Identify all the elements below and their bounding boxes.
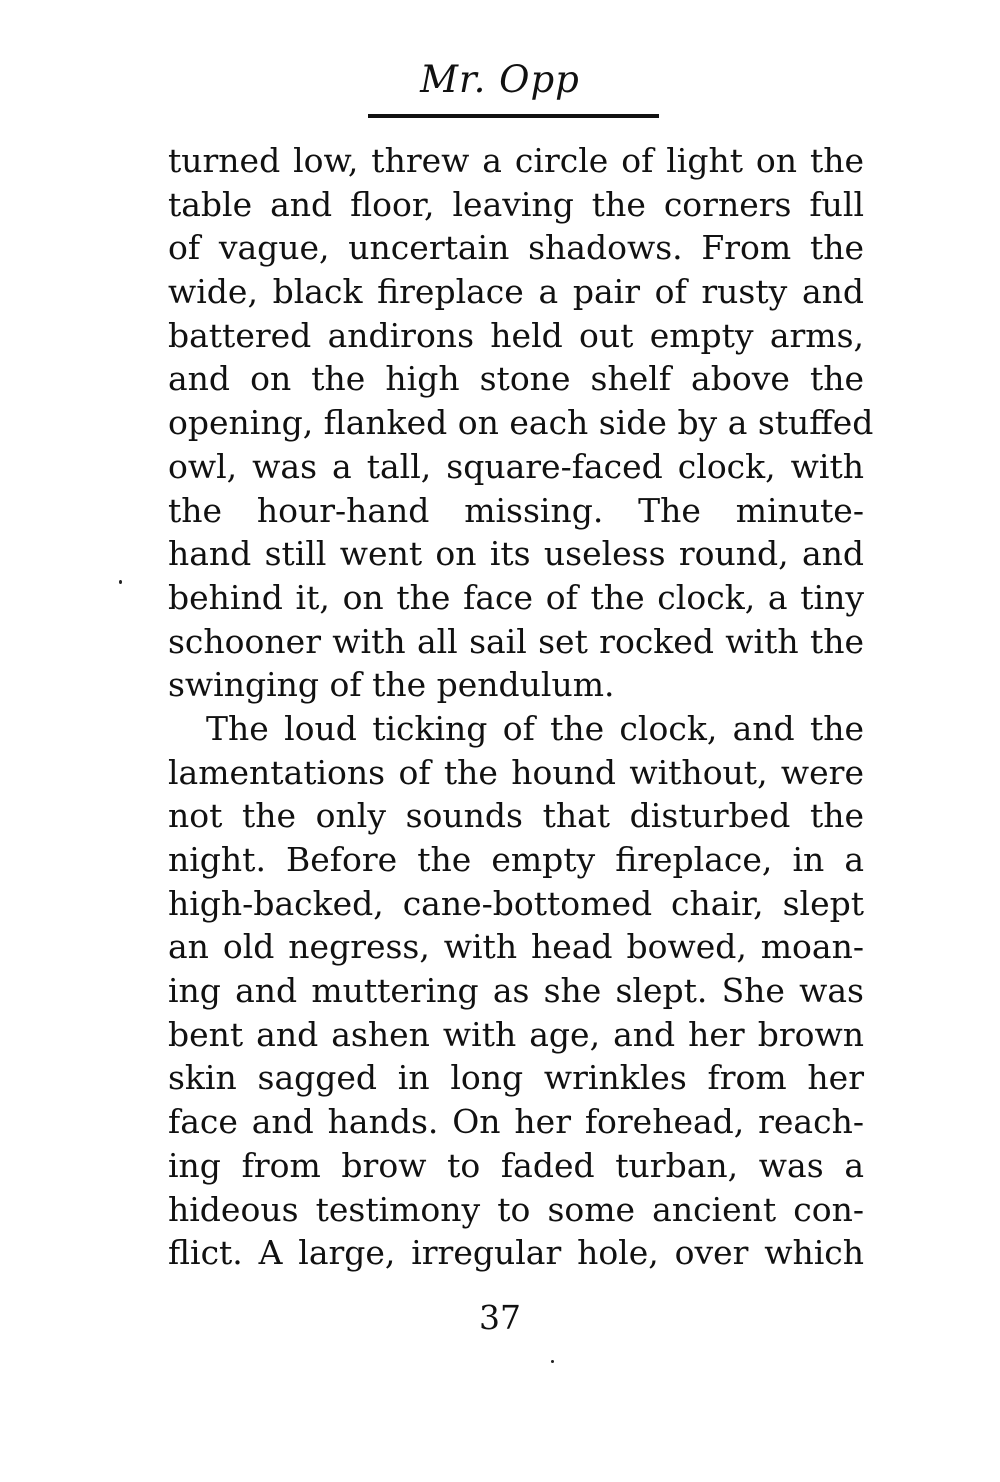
text-line: an old negress, with head bowed, moan- [168, 927, 864, 967]
text-line: lamentations of the hound without, were [168, 752, 864, 792]
text-line: skin sagged in long wrinkles from her [168, 1058, 864, 1098]
text-line: ing from brow to faded turban, was a [168, 1145, 864, 1185]
page-number: 37 [479, 1298, 521, 1337]
body-text [168, 139, 874, 1275]
text-line: hideous testimony to some ancient con- [168, 1189, 864, 1229]
text-line: not the only sounds that disturbed the [168, 796, 864, 836]
text-line: owl, was a tall, square-faced clock, with [168, 446, 864, 486]
text-line: swinging of the pendulum. [168, 665, 615, 705]
scan-speck [551, 1360, 554, 1363]
text-line: the hour-hand missing. The minute- [168, 490, 864, 530]
paragraph-start-line: The loud ticking of the clock, and the [206, 708, 864, 748]
scan-speck [119, 580, 122, 584]
header-rule [368, 114, 659, 118]
text-line: ing and muttering as she slept. She was [168, 971, 864, 1011]
text-line: of vague, uncertain shadows. From the [168, 228, 864, 268]
text-line: wide, black fireplace a pair of rusty and [168, 272, 864, 312]
text-line: turned low, threw a circle of light on the [168, 141, 864, 180]
text-line: night. Before the empty fireplace, in a [168, 840, 864, 879]
text-line: high-backed, cane-bottomed chair, slept [168, 883, 864, 923]
text-line: schooner with all sail set rocked with the [168, 621, 864, 661]
running-head: Mr. Opp [420, 58, 580, 101]
text-line: and on the high stone shelf above the [168, 359, 864, 399]
text-line: flict. A large, irregular hole, over which [168, 1233, 864, 1273]
text-line: opening, flanked on each side by a stuffed [168, 403, 874, 443]
text-line: face and hands. On her forehead, reach- [168, 1102, 864, 1142]
text-line: hand still went on its useless round, and [168, 534, 864, 574]
text-line: behind it, on the face of the clock, a tiny [168, 577, 864, 617]
text-line: battered andirons held out empty arms, [168, 315, 864, 355]
text-line: table and floor, leaving the corners full [168, 184, 864, 224]
text-line: bent and ashen with age, and her brown [168, 1014, 864, 1054]
